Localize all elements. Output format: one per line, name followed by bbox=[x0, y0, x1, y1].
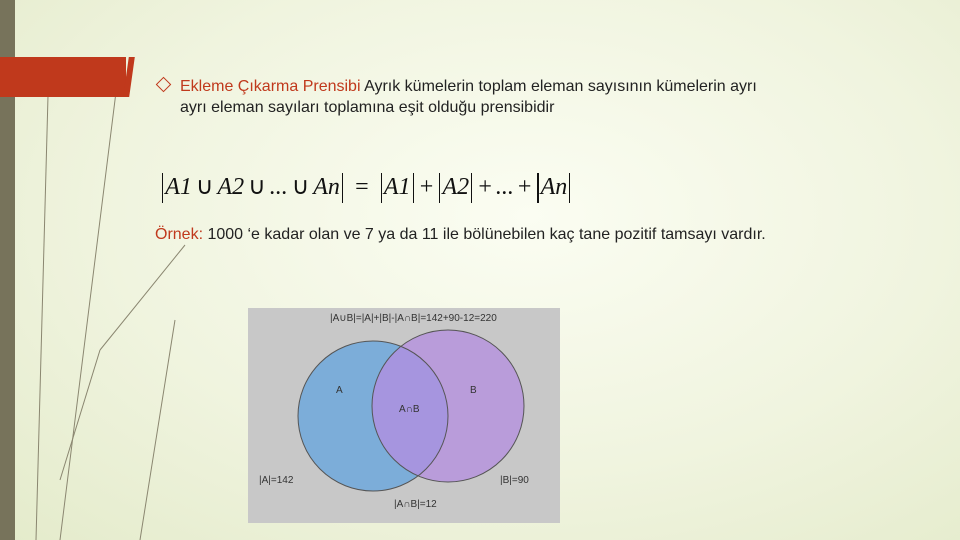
bullet-text: Ayrık kümelerin toplam eleman sayısının kümelerin ayrı bbox=[360, 78, 757, 95]
title-accent-tab bbox=[0, 57, 126, 97]
bullet-text-line2: ayrı eleman sayıları toplamına eşit olduğu prensibidir bbox=[180, 99, 555, 116]
formula-term: An bbox=[313, 174, 340, 200]
venn-label-a: A bbox=[336, 385, 343, 396]
formula-term: A2 bbox=[217, 174, 245, 200]
formula-term: A1 bbox=[383, 174, 411, 200]
abs-bar bbox=[439, 173, 440, 203]
abs-bar bbox=[381, 173, 382, 203]
venn-count-intersection: |A∩B|=12 bbox=[394, 499, 437, 510]
example-label: Örnek: bbox=[155, 226, 204, 243]
formula-op: + bbox=[478, 174, 492, 200]
venn-diagram bbox=[248, 308, 560, 523]
formula-op: + bbox=[419, 174, 434, 200]
formula-op: ∪ bbox=[195, 174, 214, 200]
formula-term: An bbox=[540, 174, 568, 200]
example-paragraph bbox=[155, 226, 766, 244]
formula-dots: ... bbox=[495, 174, 514, 200]
abs-bar bbox=[569, 173, 570, 203]
venn-label-intersection: A∩B bbox=[399, 404, 420, 415]
bullet-paragraph bbox=[160, 76, 860, 118]
formula-term: A2 bbox=[442, 174, 470, 200]
venn-union-formula: |A∪B|=|A|+|B|-|A∩B|=142+90-12=220 bbox=[330, 313, 497, 324]
inclusion-formula bbox=[160, 172, 572, 203]
example-text: 1000 ‘e kadar olan ve 7 ya da 11 ile bölünebilen kaç tane pozitif tamsayı vardır. bbox=[203, 226, 766, 243]
formula-op: + bbox=[517, 174, 532, 200]
formula-op: ∪ bbox=[248, 174, 266, 200]
bullet-title: Ekleme Çıkarma Prensibi bbox=[180, 78, 361, 95]
venn-label-b: B bbox=[470, 385, 477, 396]
abs-bar bbox=[342, 173, 343, 203]
abs-bar bbox=[162, 173, 163, 203]
formula-dots: ... bbox=[269, 174, 288, 200]
venn-count-a: |A|=142 bbox=[259, 475, 294, 486]
bullet-text-line1 bbox=[160, 76, 860, 97]
abs-bar bbox=[471, 173, 472, 203]
circle-b bbox=[372, 330, 524, 482]
abs-bar bbox=[413, 173, 414, 203]
abs-bar bbox=[537, 173, 538, 203]
formula-term: A1 bbox=[165, 174, 192, 200]
venn-count-b: |B|=90 bbox=[500, 475, 529, 486]
formula-op: ∪ bbox=[291, 174, 310, 200]
formula-equals: = bbox=[355, 174, 369, 200]
venn-circles bbox=[248, 308, 560, 523]
